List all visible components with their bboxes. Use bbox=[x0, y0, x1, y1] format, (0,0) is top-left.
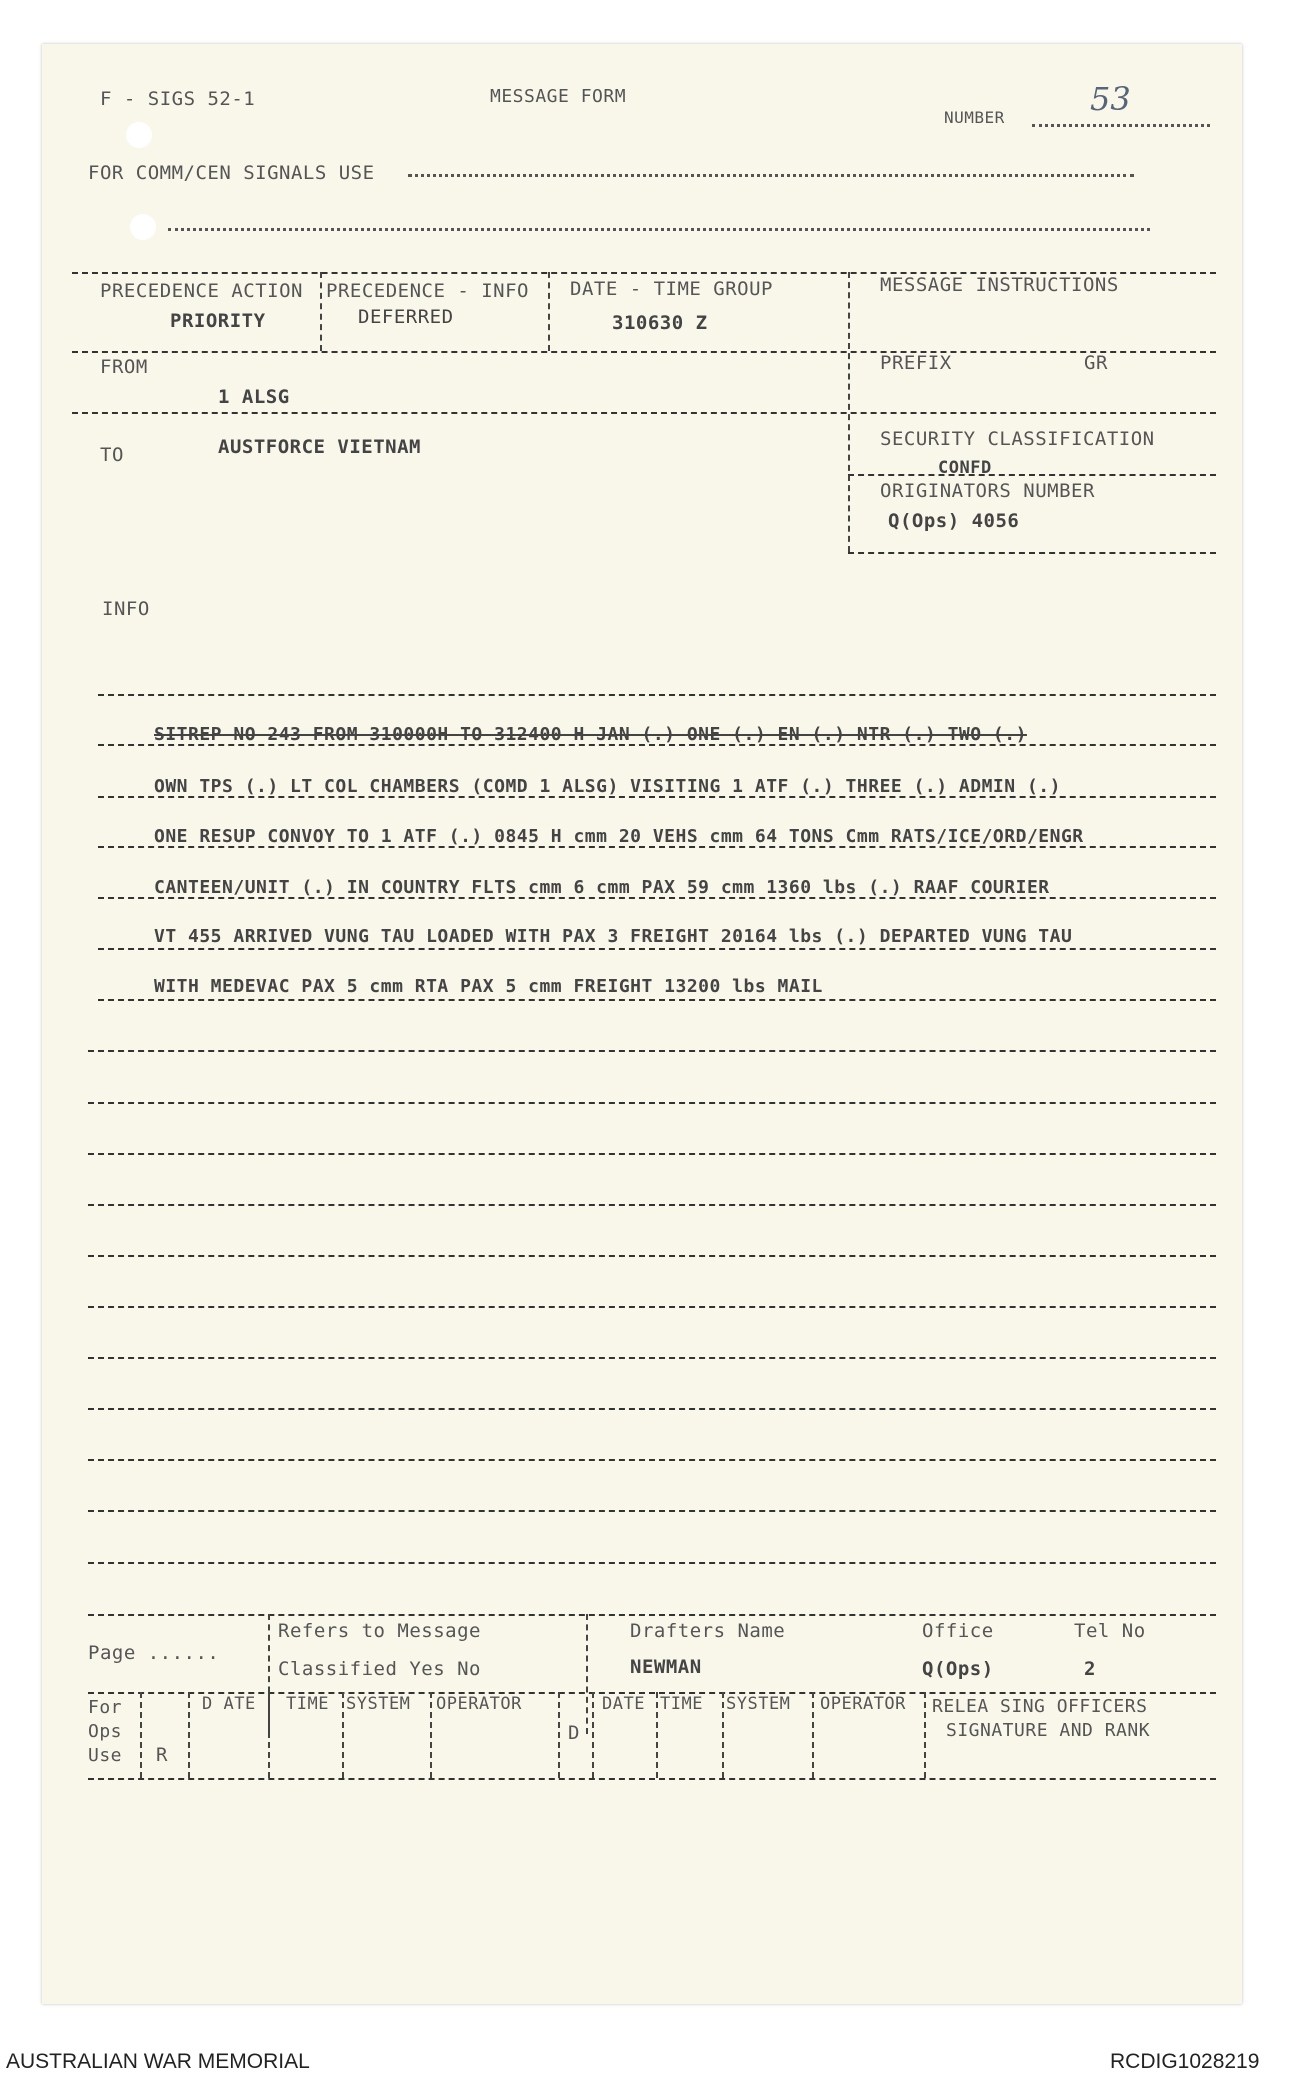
message-form-sheet bbox=[42, 44, 1242, 2004]
date-time-group-value: 310630 Z bbox=[612, 312, 708, 334]
body-line-2: OWN TPS (.) LT COL CHAMBERS (COMD 1 ALSG) VISITING 1 ATF (.) THREE (.) ADMIN (.) bbox=[154, 776, 1061, 797]
to-value: AUSTFORCE VIETNAM bbox=[218, 436, 421, 458]
body-rule bbox=[88, 1562, 1216, 1564]
body-line-4: CANTEEN/UNIT (.) IN COUNTRY FLTS cmm 6 cmm PAX 59 cmm 1360 lbs (.) RAAF COURIER bbox=[154, 877, 1050, 898]
number-value: 53 bbox=[1090, 80, 1131, 118]
body-rule bbox=[88, 1255, 1216, 1257]
ops-vline bbox=[188, 1692, 190, 1778]
for-ops-use-label: For Ops Use bbox=[88, 1697, 123, 1766]
ops-table-top-line bbox=[88, 1692, 1216, 1694]
originators-number-label: ORIGINATORS NUMBER bbox=[880, 480, 1095, 502]
gr-label: GR bbox=[1084, 352, 1108, 374]
punch-hole-top bbox=[126, 122, 152, 148]
office-value: Q(Ops) bbox=[922, 1658, 994, 1680]
security-classification-value: CONFD bbox=[938, 458, 992, 478]
ops-vline bbox=[592, 1692, 594, 1778]
body-rule bbox=[88, 1153, 1216, 1155]
precedence-info-value: DEFERRED bbox=[358, 306, 454, 328]
system2-label: SYSTEM bbox=[726, 1694, 791, 1714]
office-label: Office bbox=[922, 1620, 994, 1642]
tel-no-value: 2 bbox=[1084, 1658, 1096, 1680]
operator2-label: OPERATOR bbox=[820, 1694, 906, 1714]
ops-vline bbox=[430, 1692, 432, 1778]
form-title: MESSAGE FORM bbox=[490, 86, 627, 107]
form-code: F - SIGS 52-1 bbox=[100, 88, 256, 110]
header-divider-1 bbox=[72, 351, 1216, 353]
body-rule bbox=[98, 948, 1216, 950]
body-rule bbox=[98, 694, 1216, 696]
date2-label: DATE bbox=[602, 1694, 645, 1714]
body-rule bbox=[88, 1459, 1216, 1461]
security-bottom-line bbox=[848, 552, 1216, 554]
security-divider bbox=[848, 474, 1216, 476]
comcen-label: FOR COMM/CEN SIGNALS USE bbox=[88, 162, 375, 184]
precedence-action-label: PRECEDENCE ACTION bbox=[100, 280, 303, 302]
comcen-dotted-line-1 bbox=[408, 174, 1134, 177]
punch-hole-bottom bbox=[130, 214, 156, 240]
originators-number-value: Q(Ops) 4056 bbox=[888, 510, 1020, 532]
r-label: R bbox=[156, 1744, 168, 1766]
from-value: 1 ALSG bbox=[218, 386, 290, 408]
drafters-name-value: NEWMAN bbox=[630, 1656, 702, 1678]
archive-reference: RCDIG1028219 bbox=[1110, 2050, 1260, 2073]
ops-vline bbox=[342, 1692, 344, 1778]
header-vline-2 bbox=[548, 272, 550, 351]
header-vline-1 bbox=[320, 272, 322, 351]
archive-institution: AUSTRALIAN WAR MEMORIAL bbox=[6, 2050, 310, 2073]
to-label: TO bbox=[100, 444, 124, 466]
ops-vline bbox=[656, 1692, 658, 1778]
body-line-3: ONE RESUP CONVOY TO 1 ATF (.) 0845 H cmm 20 VEHS cmm 64 TONS Cmm RATS/ICE/ORD/ENGR bbox=[154, 826, 1084, 847]
body-rule bbox=[88, 1306, 1216, 1308]
header-vline-3 bbox=[848, 272, 850, 552]
ops-vline bbox=[558, 1692, 560, 1778]
body-rule bbox=[88, 1408, 1216, 1410]
time-label: TIME bbox=[286, 1694, 329, 1714]
bottom-vline-refers bbox=[586, 1614, 588, 1734]
body-rule bbox=[88, 1102, 1216, 1104]
body-rule bbox=[88, 1204, 1216, 1206]
ops-vline bbox=[140, 1692, 142, 1778]
classified-label: Classified Yes No bbox=[278, 1658, 481, 1680]
number-dotted-line bbox=[1032, 124, 1210, 127]
body-line-5: VT 455 ARRIVED VUNG TAU LOADED WITH PAX 3 FREIGHT 20164 lbs (.) DEPARTED VUNG TAU bbox=[154, 926, 1073, 947]
body-line-6: WITH MEDEVAC PAX 5 cmm RTA PAX 5 cmm FREIGHT 13200 lbs MAIL bbox=[154, 976, 823, 997]
bottom-top-line bbox=[88, 1614, 1216, 1616]
page-label: Page ...... bbox=[88, 1642, 220, 1664]
refers-to-message-label: Refers to Message bbox=[278, 1620, 481, 1642]
body-rule bbox=[88, 1357, 1216, 1359]
header-divider-2 bbox=[72, 412, 1216, 414]
releasing-officers-label: RELEA SING OFFICERS bbox=[932, 1696, 1148, 1717]
security-classification-label: SECURITY CLASSIFICATION bbox=[880, 428, 1155, 450]
prefix-label: PREFIX bbox=[880, 352, 952, 374]
number-label: NUMBER bbox=[944, 108, 1005, 127]
d-label: D bbox=[568, 1722, 580, 1744]
body-line-1: SITREP NO 243 FROM 310000H TO 312400 H JAN (.) ONE (.) EN (.) NTR (.) TWO (.) bbox=[154, 724, 1027, 745]
from-label: FROM bbox=[100, 356, 148, 378]
body-rule bbox=[98, 999, 1216, 1001]
ops-vline bbox=[722, 1692, 724, 1778]
precedence-info-label: PRECEDENCE - INFO bbox=[326, 280, 529, 302]
precedence-action-value: PRIORITY bbox=[170, 310, 266, 332]
info-label: INFO bbox=[102, 598, 150, 620]
date-time-group-label: DATE - TIME GROUP bbox=[570, 278, 773, 300]
body-rule bbox=[88, 1510, 1216, 1512]
date-label: D ATE bbox=[202, 1694, 256, 1714]
comcen-dotted-line-2 bbox=[168, 228, 1150, 231]
drafters-name-label: Drafters Name bbox=[630, 1620, 786, 1642]
time2-label: TIME bbox=[660, 1694, 703, 1714]
ops-vline bbox=[924, 1692, 926, 1778]
ops-vline bbox=[268, 1692, 270, 1778]
tel-no-label: Tel No bbox=[1074, 1620, 1146, 1642]
ops-table-bottom-line bbox=[88, 1778, 1216, 1780]
body-rule bbox=[88, 1050, 1216, 1052]
system-label: SYSTEM bbox=[346, 1694, 411, 1714]
signature-and-rank-label: SIGNATURE AND RANK bbox=[946, 1720, 1151, 1741]
ops-vline bbox=[812, 1692, 814, 1778]
message-instructions-label: MESSAGE INSTRUCTIONS bbox=[880, 274, 1119, 296]
operator-label: OPERATOR bbox=[436, 1694, 522, 1714]
